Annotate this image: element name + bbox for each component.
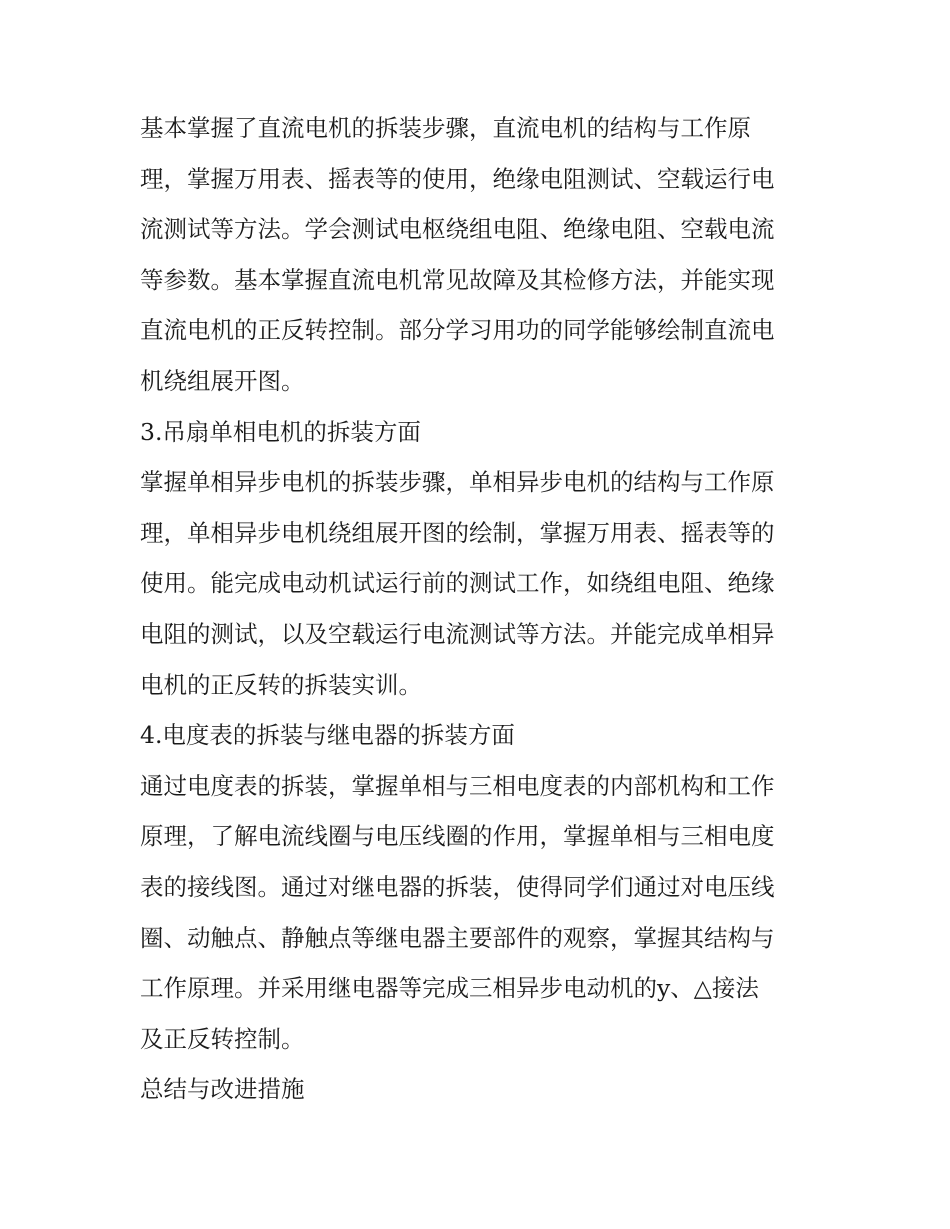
paragraph-line: 基本掌握了直流电机的拆装步骤，直流电机的结构与工作原 <box>140 114 751 142</box>
paragraph-line: 理，单相异步电机绕组展开图的绘制，掌握万用表、摇表等的 <box>140 518 775 547</box>
section-heading: 4.电度表的拆装与继电器的拆装方面 <box>140 721 515 750</box>
section-heading: 3.吊扇单相电机的拆装方面 <box>140 417 421 446</box>
paragraph-line: 电阻的测试，以及空载运行电流测试等方法。并能完成单相异 <box>140 619 775 648</box>
paragraph-line: 及正反转控制。 <box>140 1024 305 1053</box>
paragraph-line: 表的接线图。通过对继电器的拆装，使得同学们通过对电压线 <box>140 872 775 901</box>
paragraph-line: 工作原理。并采用继电器等完成三相异步电动机的y、△接法 <box>140 974 759 1003</box>
paragraph-line: 机绕组展开图。 <box>140 366 305 395</box>
paragraph-line: 通过电度表的拆装，掌握单相与三相电度表的内部机构和工作 <box>140 771 775 800</box>
paragraph-line: 直流电机的正反转控制。部分学习用功的同学能够绘制直流电 <box>140 316 775 345</box>
paragraph-line: 使用。能完成电动机试运行前的测试工作，如绕组电阻、绝缘 <box>140 569 775 598</box>
section-heading: 总结与改进措施 <box>140 1075 305 1104</box>
document-page <box>140 103 815 1115</box>
paragraph-line: 流测试等方法。学会测试电枢绕组电阻、绝缘电阻、空载电流 <box>140 215 775 244</box>
paragraph-line: 电机的正反转的拆装实训。 <box>140 670 422 699</box>
paragraph-line: 等参数。基本掌握直流电机常见故障及其检修方法，并能实现 <box>140 265 775 294</box>
paragraph-line: 掌握单相异步电机的拆装步骤，单相异步电机的结构与工作原 <box>140 468 775 497</box>
paragraph-line: 圈、动触点、静触点等继电器主要部件的观察，掌握其结构与 <box>140 923 775 952</box>
paragraph-line: 理，掌握万用表、摇表等的使用，绝缘电阻测试、空载运行电 <box>140 164 775 193</box>
paragraph-line: 原理，了解电流线圈与电压线圈的作用，掌握单相与三相电度 <box>140 822 775 851</box>
